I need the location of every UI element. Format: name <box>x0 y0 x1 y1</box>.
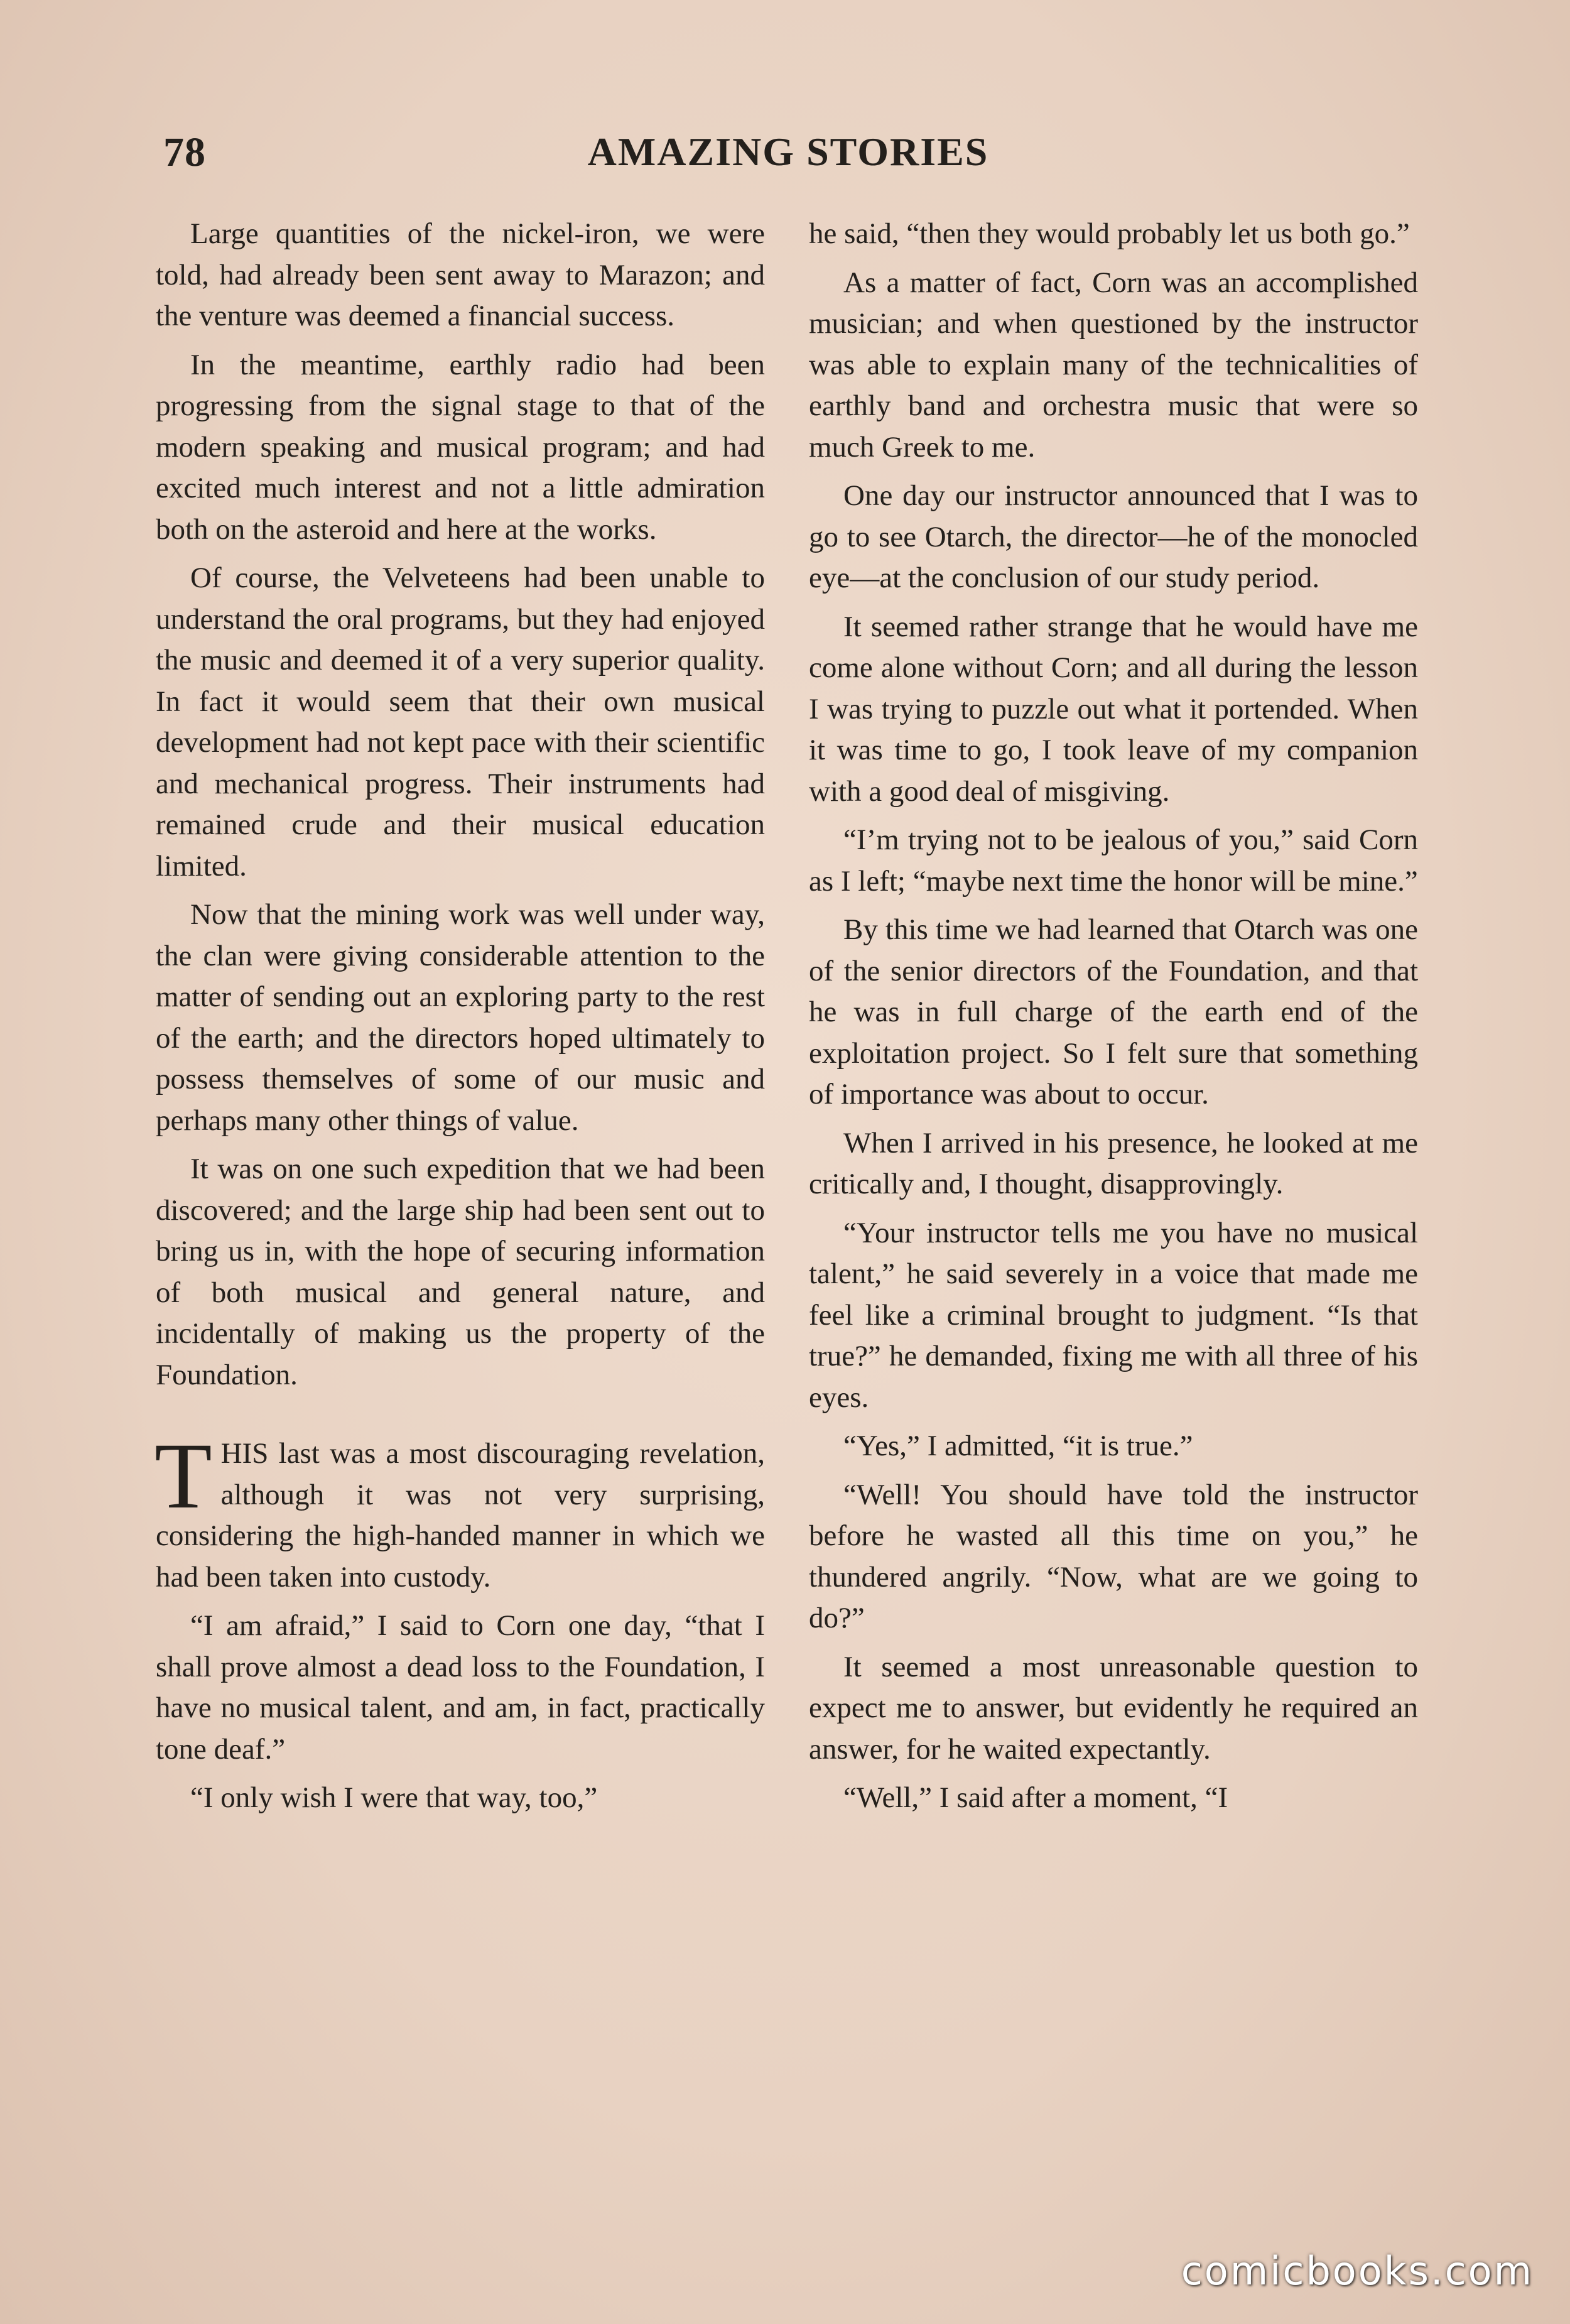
paragraph: It seemed a most unreasonable question to expect me to answer, but evidently he required an answer, for he waited expectantly. <box>809 1650 1418 1766</box>
paragraph: It seemed rather strange that he would have me come alone without Corn; and all during the lesson I was trying to puzzle out what it portended. When it was time to go, I took leave of my companion with a good deal of misgiving. <box>809 610 1418 808</box>
running-title: AMAZING STORIES <box>587 129 989 174</box>
left-column <box>156 214 765 1827</box>
page-number: 78 <box>163 129 206 175</box>
paragraph: “I only wish I were that way, too,” <box>190 1781 598 1814</box>
paragraph: Large quantities of the nickel-iron, we were told, had already been sent away to Marazon; and the venture was deemed a financial success. <box>156 217 765 332</box>
continued-paragraph: he said, “then they would probably let us both go.” <box>809 217 1410 250</box>
paragraph: As a matter of fact, Corn was an accomplished musician; and when questioned by the instructor was able to explain many of the technicalities of earthly band and orchestra music that were so much Greek to me. <box>809 266 1418 464</box>
page-header <box>157 129 1419 185</box>
paragraph: In the meantime, earthly radio had been progressing from the signal stage to that of the modern speaking and musical program; and had excited much interest and not a little admiration both on the asteroid and here at the works. <box>156 348 765 546</box>
paragraph: By this time we had learned that Otarch was one of the senior directors of the Foundation, and that he was in full charge of the earth end of the exploitation project. So I felt sure that something of importance was about to occur. <box>809 913 1418 1110</box>
paragraph: When I arrived in his presence, he looked at me critically and, I thought, disapprovingly. <box>809 1126 1418 1200</box>
paragraph: One day our instructor announced that I was to go to see Otarch, the director—he of the monocled eye—at the conclusion of our study period. <box>809 479 1418 594</box>
paragraph: “I am afraid,” I said to Corn one day, “that I shall prove almost a dead loss to the Foundation, I have no musical talent, and am, in fact, practically tone deaf.” <box>156 1609 765 1766</box>
section-opening-text: HIS last was a most discouraging revelation, although it was not very surprising, considering the high-handed manner in which we had been taken into custody. <box>156 1437 765 1594</box>
paragraph: “I’m trying not to be jealous of you,” said Corn as I left; “maybe next time the honor will be mine.” <box>809 823 1418 898</box>
paragraph: It was on one such expedition that we had been discovered; and the large ship had been sent out to bring us in, with the hope of securing information of both musical and general nature, and incidentally of making us the property of the Foundation. <box>156 1153 765 1391</box>
paragraph: Now that the mining work was well under way, the clan were giving considerable attention to the matter of sending out an exploring party to the rest of the earth; and the directors hoped ultimately to possess themselves of some of our music and perhaps many other things of value. <box>156 898 765 1137</box>
paragraph: “Yes,” I admitted, “it is true.” <box>843 1430 1193 1462</box>
drop-cap: T <box>154 1424 212 1528</box>
section-opening-paragraph <box>154 1424 765 1598</box>
paragraph: “Well,” I said after a moment, “I <box>843 1781 1228 1814</box>
site-watermark: comicbooks.com <box>1181 2248 1534 2294</box>
paragraph: “Well! You should have told the instructor before he wasted all this time on you,” he thundered angrily. “Now, what are we going to do?” <box>809 1478 1418 1634</box>
paragraph: Of course, the Velveteens had been unable to understand the oral programs, but they had enjoyed the music and deemed it of a very superior quality. In fact it would seem that their own musical development had not kept pace with their scientific and mechanical progress. Their instruments had remained crude and their musical education limited. <box>156 562 765 882</box>
right-column <box>809 214 1418 1827</box>
paragraph: “Your instructor tells me you have no musical talent,” he said severely in a voice that made me feel like a criminal brought to judgment. “Is that true?” he demanded, fixing me with all three of his eyes. <box>809 1216 1418 1414</box>
